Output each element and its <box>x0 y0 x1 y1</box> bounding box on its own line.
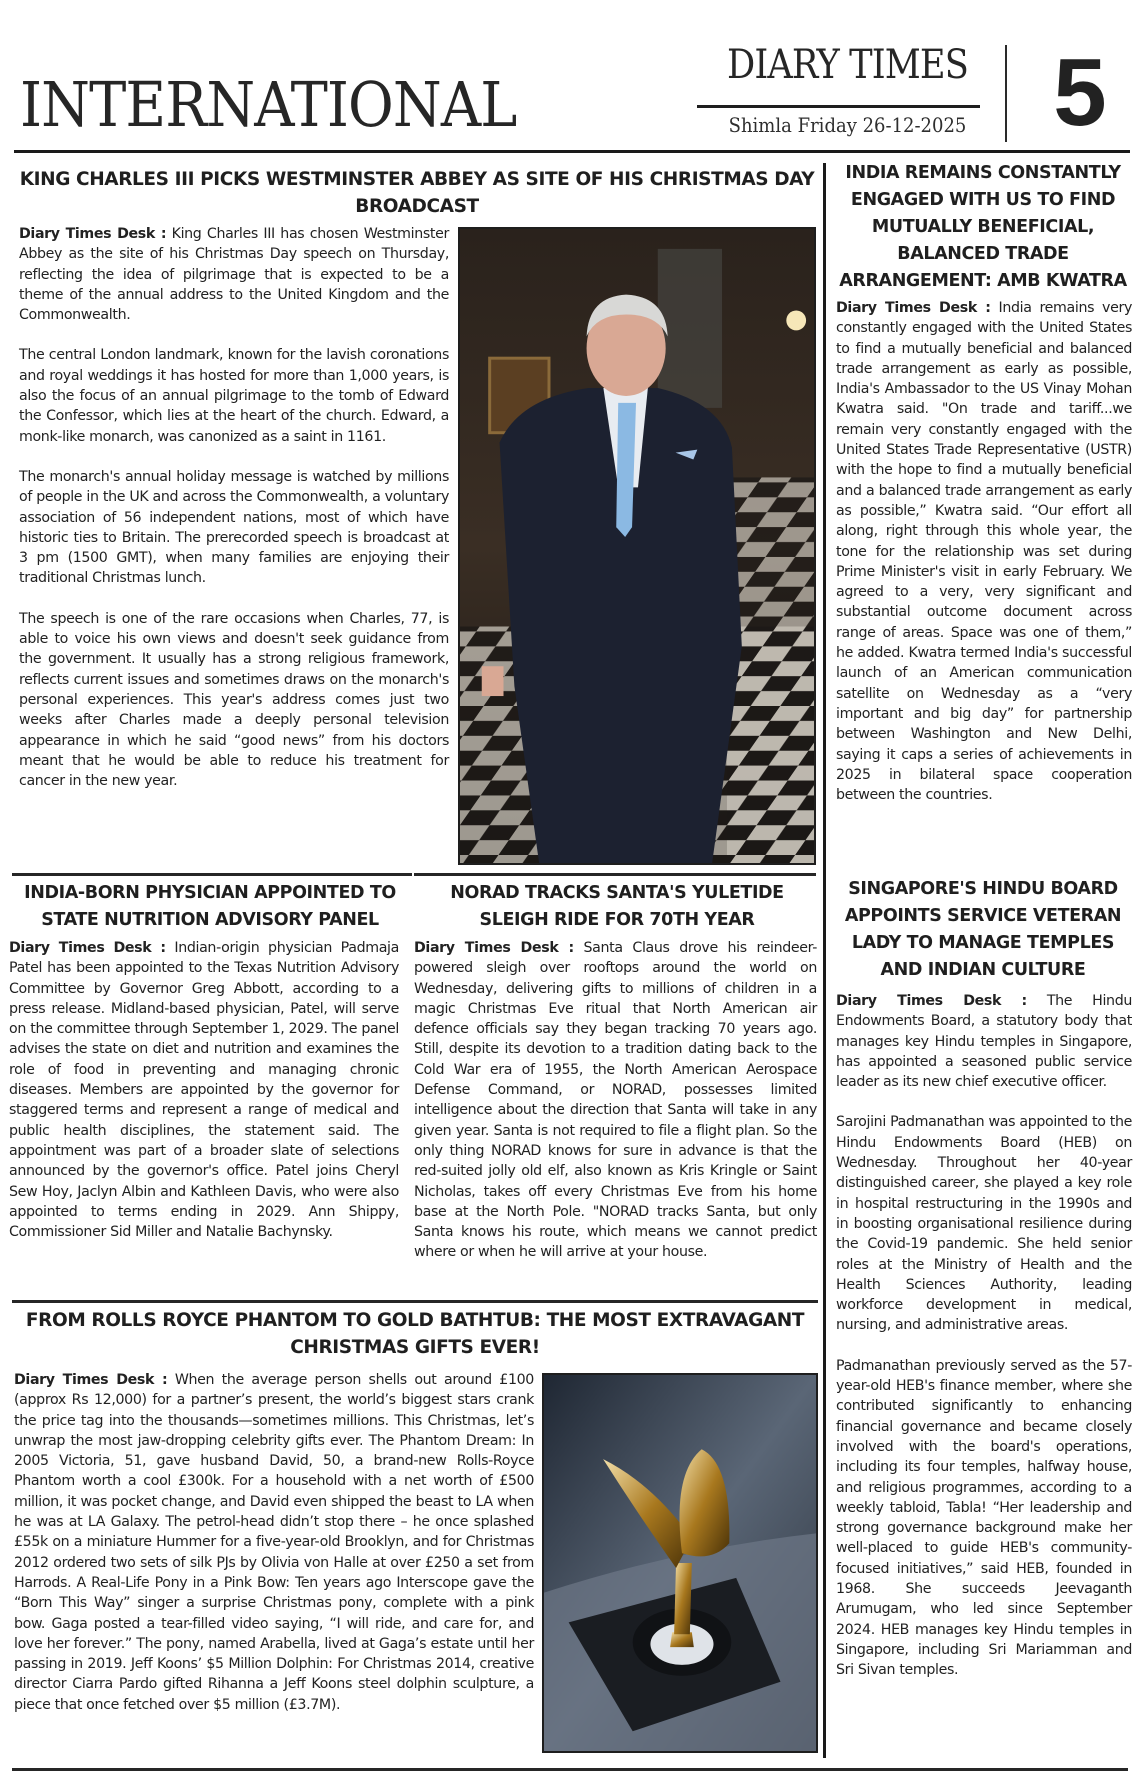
article-body <box>9 938 399 1242</box>
masthead-rule <box>697 105 980 108</box>
article-body <box>414 938 817 1263</box>
ornament-image <box>544 1375 816 1751</box>
rule-above-physician <box>12 873 412 876</box>
paragraph: Sarojini Padmanathan was appointed to the Hindu Endowments Board (HEB) on Wednesday. Throughout her 40-year distinguished career, she played a key role in hospital restructuring in the 1990s and in boosting organisational resilience during the Covid-19 pandemic. She held senior roles at the Ministry of Health and the Health Sciences Authority, leading workforce development in medical, nursing, and administrative areas. <box>836 1114 1132 1334</box>
portrait-image <box>460 229 814 863</box>
paragraph: Diary Times Desk : Santa Claus drove his reindeer-powered sleigh over rooftops around the world on Wednesday, delivering gifts to millions of children in a magic Christmas Eve ritual that North American air defence officials say they began tracking 70 years ago. Still, despite its devotion to a tradition dating back to the Cold War era of 1955, the North American Aerospace Defense Command, or NORAD, possesses limited intelligence about the direction that Santa will take in any given year. Santa is not required to file a flight plan. So the only thing NORAD knows for sure in advance is that the red-suited jolly old elf, also known as Kris Kringle or Saint Nicholas, takes off every Christmas Eve from his home base at the North Pole. "NORAD tracks Santa, but only Santa knows his route, which means we cannot predict where or when he will arrive at your house. <box>414 940 817 1261</box>
paragraph: The central London landmark, known for the lavish coronations and royal weddings it has hosted for more than 1,000 years, is also the focus of an annual pilgrimage to the tomb of Edward the Confessor, which lies at the heart of the church. Edward, a monk-like monarch, was canonized as a saint in 1161. <box>19 347 449 445</box>
top-rule <box>14 150 1130 153</box>
article-body <box>836 298 1132 805</box>
king-charles-photo <box>458 227 816 865</box>
paragraph: Padmanathan previously served as the 57-year-old HEB's finance member, where she contributed significantly to enhancing financial governance and became closely involved with the board's operations, including its four temples, halfway house, and religious programmes, according to a weekly tabloid, Tabla! “Her leadership and strong governance background make her well-placed to guide HEB's community-focused initiatives,” said HEB, founded in 1968. She succeeds Jeevaganth Arumugam, who led since September 2024. HEB manages key Hindu temples in Singapore, including Sri Mariamman and Sri Sivan temples. <box>836 1357 1132 1679</box>
byline: Diary Times Desk : <box>14 1372 168 1388</box>
dateline: Shimla Friday 26-12-2025 <box>728 113 967 137</box>
masthead-divider <box>1005 45 1007 142</box>
rolls-royce-ornament-photo <box>542 1373 818 1753</box>
headline: KING CHARLES III PICKS WESTMINSTER ABBEY AS SITE OF HIS CHRISTMAS DAY BROADCAST <box>19 169 815 217</box>
paragraph: Diary Times Desk : The Hindu Endowments Board, a statutory body that manages key Hindu temples in Singapore, has appointed a seasoned public service leader as its new chief executive officer. <box>836 993 1132 1091</box>
article-body <box>836 991 1132 1681</box>
headline: FROM ROLLS ROYCE PHANTOM TO GOLD BATHTUB: THE MOST EXTRAVAGANT CHRISTMAS GIFTS EVER! <box>25 1310 805 1358</box>
byline: Diary Times Desk : <box>9 940 166 956</box>
headline: SINGAPORE'S HINDU BOARD APPOINTS SERVICE VETERAN LADY TO MANAGE TEMPLES AND INDIAN CULTURE <box>844 879 1122 980</box>
section-title: INTERNATIONAL <box>20 68 517 141</box>
article-body <box>19 224 449 791</box>
byline: Diary Times Desk : <box>19 226 167 242</box>
paragraph: Diary Times Desk : King Charles III has chosen Westminster Abbey as the site of his Christmas Day speech on Thursday, reflecting the idea of pilgrimage that is expected to be a theme of the annual address to the United Kingdom and the Commonwealth. <box>19 226 450 324</box>
newspaper-name: DIARY TIMES <box>727 42 968 88</box>
article-body <box>14 1370 534 1715</box>
bottom-rule <box>12 1768 1128 1771</box>
headline: NORAD TRACKS SANTA'S YULETIDE SLEIGH RIDE FOR 70TH YEAR <box>450 883 784 930</box>
rule-above-norad <box>414 873 816 876</box>
paragraph: Diary Times Desk : When the average person shells out around £100 (approx Rs 12,000) for a partner’s present, the world’s biggest stars crank the price tag into the thousands—sometimes millions. This Christmas, let’s unwrap the most jaw-dropping celebrity gifts ever. The Phantom Dream: In 2005 Victoria, 51, gave husband David, 50, a brand-new Rolls-Royce Phantom worth a cool £300k. For a household with a net worth of £500 million, it was pocket change, and David even shipped the beast to LA when he was at LA Galaxy. The petrol-head didn’t stop there – he once splashed £55k on a miniature Hummer for a five-year-old Brooklyn, and for Christmas 2012 ordered two sets of silk PJs by Olivia von Halle at over £250 a set from Harrods. A Real-Life Pony in a Pink Bow: Ten years ago Interscope gave the “Born This Way” singer a surprise Christmas pony, complete with a pink bow. Gaga posted a tear-filled video saying, “I will ride, and care for, and love her forever.” The pony, named Arabella, lived at Gaga’s estate until her passing in 2019. Jeff Koons’ $5 Million Dolphin: For Christmas 2014, creative director Ciarra Pardo gifted Rihanna a Jeff Koons steel dolphin sculpture, a piece that once fetched over $5 million (£3.7M). <box>14 1372 534 1713</box>
rule-above-gifts <box>12 1300 818 1303</box>
column-divider-right <box>823 163 826 1758</box>
paragraph: Diary Times Desk : Indian-origin physician Padmaja Patel has been appointed to the Texas Nutrition Advisory Committee by Governor Greg Abbott, according to a press release. Midland-based physician, Patel, will serve on the committee through September 1, 2029. The panel advises the state on diet and nutrition and examines the role of food in preventing and managing chronic diseases. Members are appointed by the governor for staggered terms and represent a range of medical and public health disciplines, the statement said. The appointment was part of a broader slate of selections announced by the governor's office. Patel joins Cheryl Sew Hoy, Jaclyn Albin and Kathleen Davis, who were also appointed to terms ending in 2029. Ann Shippy, Commissioner Sid Miller and Natalie Bachynsky. <box>9 940 399 1241</box>
byline: Diary Times Desk : <box>414 940 574 956</box>
headline: INDIA-BORN PHYSICIAN APPOINTED TO STATE NUTRITION ADVISORY PANEL <box>24 883 396 930</box>
byline: Diary Times Desk : <box>836 993 1027 1009</box>
headline: INDIA REMAINS CONSTANTLY ENGAGED WITH US TO FIND MUTUALLY BENEFICIAL, BALANCED TRADE ARRANGEMENT: AMB KWATRA <box>839 163 1127 291</box>
paragraph: The monarch's annual holiday message is watched by millions of people in the UK and across the Commonwealth, a voluntary association of 56 independent nations, most of which have historic ties to Britain. The prerecorded speech is broadcast at 3 pm (1500 GMT), when many families are enjoying their traditional Christmas lunch. <box>19 468 449 587</box>
paragraph: The speech is one of the rare occasions when Charles, 77, is able to voice his own views and doesn't seek guidance from the government. It usually has a strong religious framework, reflects current issues and sometimes draws on the monarch's personal experiences. This year's address comes just two weeks after Charles made a deeply personal television appearance in which he said “good news” from his doctors meant that he would be able to reduce his treatment for cancer in the new year. <box>19 610 449 790</box>
page-number: 5 <box>1053 39 1107 146</box>
byline: Diary Times Desk : <box>836 300 991 316</box>
paragraph: Diary Times Desk : India remains very constantly engaged with the United States to find a mutually beneficial and balanced trade arrangement as early as possible, India's Ambassador to the US Vinay Mohan Kwatra said. "On trade and tariff...we remain very constantly engaged with the United States Trade Representative (USTR) with the hope to find a mutually beneficial and a balanced trade arrangement as early as possible,” Kwatra said. “Our effort all along, right through this whole year, the tone for the relationship was set during Prime Minister's visit in early February. We agreed to a very, very significant and substantial outcome document across range of areas. Space was one of them,” he added. Kwatra termed India's successful launch of an American communication satellite on Wednesday as a “very important and big day” for partnership between Washington and New Delhi, saying it caps a series of achievements in 2025 in bilateral space cooperation between the countries. <box>836 300 1132 804</box>
